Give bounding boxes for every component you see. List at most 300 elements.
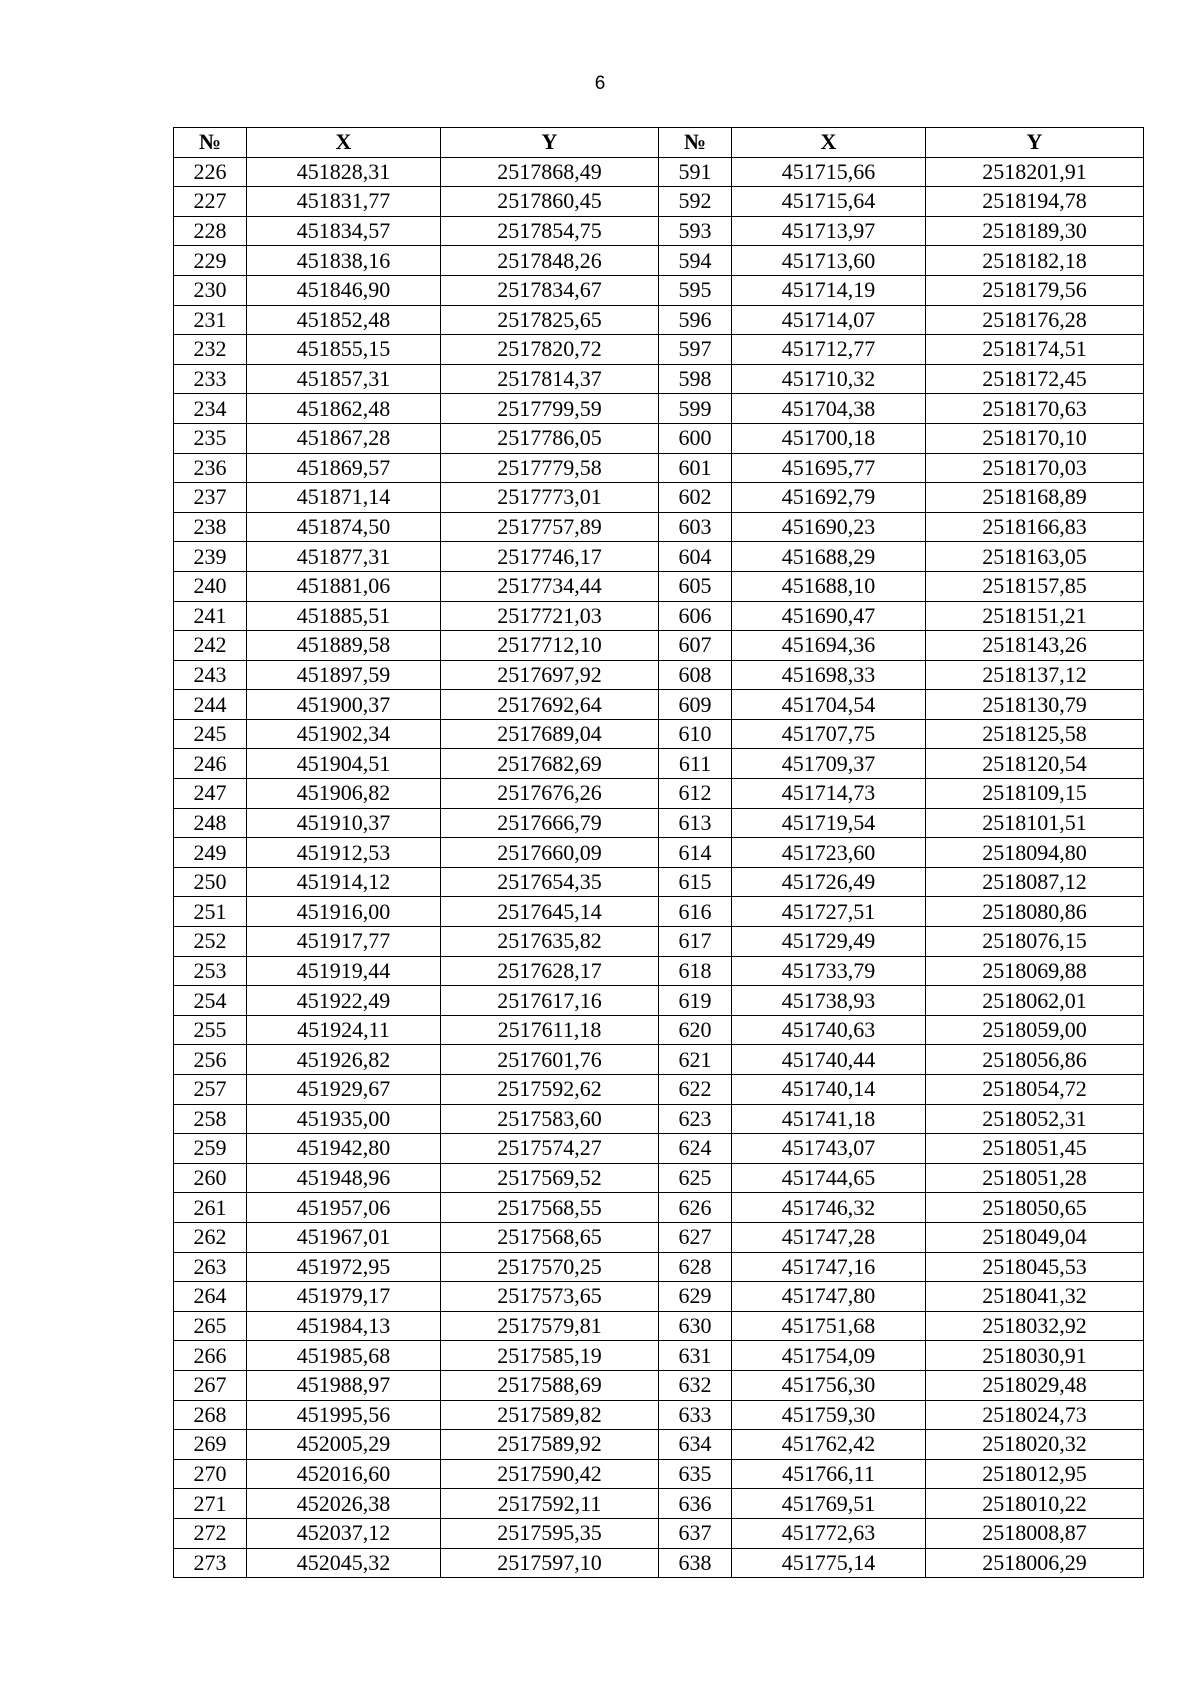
point-number-cell: 600	[659, 423, 732, 453]
point-number-cell: 628	[659, 1252, 732, 1282]
point-number-cell: 616	[659, 897, 732, 927]
table-row	[174, 394, 1144, 424]
point-number-cell: 237	[174, 483, 247, 513]
point-number-cell: 593	[659, 216, 732, 246]
point-number-cell: 633	[659, 1400, 732, 1430]
point-number-cell: 242	[174, 631, 247, 661]
point-number-cell: 627	[659, 1222, 732, 1252]
y-coordinate-cell: 2517589,82	[441, 1400, 659, 1430]
point-number-cell: 233	[174, 364, 247, 394]
point-number-cell: 261	[174, 1193, 247, 1223]
x-coordinate-cell: 451733,79	[732, 956, 926, 986]
x-coordinate-cell: 451688,10	[732, 571, 926, 601]
y-coordinate-cell: 2517868,49	[441, 157, 659, 187]
point-number-cell: 611	[659, 749, 732, 779]
x-coordinate-cell: 451935,00	[247, 1104, 441, 1134]
table-row	[174, 897, 1144, 927]
table-row	[174, 335, 1144, 365]
point-number-cell: 257	[174, 1075, 247, 1105]
y-coordinate-cell: 2518170,63	[926, 394, 1144, 424]
x-coordinate-cell: 451723,60	[732, 838, 926, 868]
table-row	[174, 1163, 1144, 1193]
x-coordinate-cell: 451942,80	[247, 1134, 441, 1164]
x-coordinate-cell: 451855,15	[247, 335, 441, 365]
point-number-cell: 247	[174, 779, 247, 809]
point-number-cell: 632	[659, 1370, 732, 1400]
point-number-cell: 253	[174, 956, 247, 986]
table-row	[174, 542, 1144, 572]
y-coordinate-cell: 2517611,18	[441, 1015, 659, 1045]
y-coordinate-cell: 2517568,55	[441, 1193, 659, 1223]
point-number-cell: 250	[174, 867, 247, 897]
x-coordinate-cell: 451740,44	[732, 1045, 926, 1075]
point-number-cell: 623	[659, 1104, 732, 1134]
point-number-cell: 599	[659, 394, 732, 424]
y-coordinate-cell: 2518006,29	[926, 1548, 1144, 1578]
y-coordinate-cell: 2518045,53	[926, 1252, 1144, 1282]
x-coordinate-cell: 451688,29	[732, 542, 926, 572]
y-coordinate-cell: 2518076,15	[926, 927, 1144, 957]
x-coordinate-cell: 451738,93	[732, 986, 926, 1016]
x-coordinate-cell: 451704,54	[732, 690, 926, 720]
point-number-cell: 610	[659, 719, 732, 749]
point-number-cell: 228	[174, 216, 247, 246]
y-coordinate-cell: 2517570,25	[441, 1252, 659, 1282]
table-row	[174, 1518, 1144, 1548]
x-coordinate-cell: 451869,57	[247, 453, 441, 483]
point-number-cell: 597	[659, 335, 732, 365]
y-coordinate-cell: 2517746,17	[441, 542, 659, 572]
point-number-cell: 614	[659, 838, 732, 868]
x-coordinate-cell: 451713,60	[732, 246, 926, 276]
y-coordinate-cell: 2518094,80	[926, 838, 1144, 868]
table-row	[174, 779, 1144, 809]
point-number-cell: 271	[174, 1489, 247, 1519]
y-coordinate-cell: 2517568,65	[441, 1222, 659, 1252]
y-coordinate-cell: 2518189,30	[926, 216, 1144, 246]
x-coordinate-cell: 451985,68	[247, 1341, 441, 1371]
point-number-cell: 230	[174, 275, 247, 305]
x-coordinate-cell: 451904,51	[247, 749, 441, 779]
y-coordinate-cell: 2517595,35	[441, 1518, 659, 1548]
x-coordinate-cell: 451897,59	[247, 660, 441, 690]
x-coordinate-cell: 451831,77	[247, 187, 441, 217]
table-row	[174, 1311, 1144, 1341]
point-number-cell: 241	[174, 601, 247, 631]
y-coordinate-cell: 2517712,10	[441, 631, 659, 661]
y-coordinate-cell: 2518125,58	[926, 719, 1144, 749]
x-coordinate-cell: 451922,49	[247, 986, 441, 1016]
x-coordinate-cell: 451902,34	[247, 719, 441, 749]
header-y-left: Y	[441, 128, 659, 158]
point-number-cell: 267	[174, 1370, 247, 1400]
point-number-cell: 608	[659, 660, 732, 690]
point-number-cell: 252	[174, 927, 247, 957]
point-number-cell: 270	[174, 1459, 247, 1489]
header-x-right: X	[732, 128, 926, 158]
point-number-cell: 265	[174, 1311, 247, 1341]
y-coordinate-cell: 2518008,87	[926, 1518, 1144, 1548]
x-coordinate-cell: 452045,32	[247, 1548, 441, 1578]
x-coordinate-cell: 451740,63	[732, 1015, 926, 1045]
point-number-cell: 635	[659, 1459, 732, 1489]
x-coordinate-cell: 451769,51	[732, 1489, 926, 1519]
table-row	[174, 1370, 1144, 1400]
point-number-cell: 624	[659, 1134, 732, 1164]
page-number: 6	[594, 73, 606, 94]
x-coordinate-cell: 451700,18	[732, 423, 926, 453]
x-coordinate-cell: 451695,77	[732, 453, 926, 483]
y-coordinate-cell: 2517697,92	[441, 660, 659, 690]
coordinates-table	[173, 127, 1144, 1578]
y-coordinate-cell: 2518041,32	[926, 1282, 1144, 1312]
point-number-cell: 596	[659, 305, 732, 335]
y-coordinate-cell: 2518182,18	[926, 246, 1144, 276]
point-number-cell: 239	[174, 542, 247, 572]
point-number-cell: 268	[174, 1400, 247, 1430]
table-row	[174, 631, 1144, 661]
point-number-cell: 255	[174, 1015, 247, 1045]
point-number-cell: 607	[659, 631, 732, 661]
y-coordinate-cell: 2517628,17	[441, 956, 659, 986]
table-body	[174, 157, 1144, 1578]
y-coordinate-cell: 2517799,59	[441, 394, 659, 424]
x-coordinate-cell: 451727,51	[732, 897, 926, 927]
y-coordinate-cell: 2518101,51	[926, 808, 1144, 838]
x-coordinate-cell: 451874,50	[247, 512, 441, 542]
y-coordinate-cell: 2518176,28	[926, 305, 1144, 335]
point-number-cell: 612	[659, 779, 732, 809]
table-row	[174, 1282, 1144, 1312]
table-row	[174, 1430, 1144, 1460]
x-coordinate-cell: 451756,30	[732, 1370, 926, 1400]
x-coordinate-cell: 451900,37	[247, 690, 441, 720]
x-coordinate-cell: 451828,31	[247, 157, 441, 187]
point-number-cell: 238	[174, 512, 247, 542]
y-coordinate-cell: 2517590,42	[441, 1459, 659, 1489]
point-number-cell: 273	[174, 1548, 247, 1578]
point-number-cell: 606	[659, 601, 732, 631]
point-number-cell: 240	[174, 571, 247, 601]
y-coordinate-cell: 2518120,54	[926, 749, 1144, 779]
y-coordinate-cell: 2517848,26	[441, 246, 659, 276]
y-coordinate-cell: 2517589,92	[441, 1430, 659, 1460]
point-number-cell: 264	[174, 1282, 247, 1312]
y-coordinate-cell: 2517734,44	[441, 571, 659, 601]
header-number-right: №	[659, 128, 732, 158]
table-row	[174, 1252, 1144, 1282]
y-coordinate-cell: 2517757,89	[441, 512, 659, 542]
point-number-cell: 631	[659, 1341, 732, 1371]
y-coordinate-cell: 2517786,05	[441, 423, 659, 453]
table-row	[174, 719, 1144, 749]
x-coordinate-cell: 451754,09	[732, 1341, 926, 1371]
point-number-cell: 618	[659, 956, 732, 986]
header-y-right: Y	[926, 128, 1144, 158]
y-coordinate-cell: 2517601,76	[441, 1045, 659, 1075]
y-coordinate-cell: 2518143,26	[926, 631, 1144, 661]
x-coordinate-cell: 451881,06	[247, 571, 441, 601]
y-coordinate-cell: 2517854,75	[441, 216, 659, 246]
point-number-cell: 245	[174, 719, 247, 749]
point-number-cell: 602	[659, 483, 732, 513]
table-row	[174, 216, 1144, 246]
table-row	[174, 867, 1144, 897]
point-number-cell: 625	[659, 1163, 732, 1193]
y-coordinate-cell: 2517569,52	[441, 1163, 659, 1193]
y-coordinate-cell: 2517617,16	[441, 986, 659, 1016]
y-coordinate-cell: 2518151,21	[926, 601, 1144, 631]
point-number-cell: 636	[659, 1489, 732, 1519]
y-coordinate-cell: 2517834,67	[441, 275, 659, 305]
point-number-cell: 622	[659, 1075, 732, 1105]
x-coordinate-cell: 451957,06	[247, 1193, 441, 1223]
x-coordinate-cell: 452026,38	[247, 1489, 441, 1519]
x-coordinate-cell: 451694,36	[732, 631, 926, 661]
y-coordinate-cell: 2517660,09	[441, 838, 659, 868]
point-number-cell: 269	[174, 1430, 247, 1460]
table-row	[174, 1489, 1144, 1519]
y-coordinate-cell: 2517635,82	[441, 927, 659, 957]
x-coordinate-cell: 451714,19	[732, 275, 926, 305]
table-row	[174, 927, 1144, 957]
point-number-cell: 605	[659, 571, 732, 601]
x-coordinate-cell: 451984,13	[247, 1311, 441, 1341]
point-number-cell: 598	[659, 364, 732, 394]
x-coordinate-cell: 451988,97	[247, 1370, 441, 1400]
y-coordinate-cell: 2518020,32	[926, 1430, 1144, 1460]
y-coordinate-cell: 2518049,04	[926, 1222, 1144, 1252]
y-coordinate-cell: 2518024,73	[926, 1400, 1144, 1430]
x-coordinate-cell: 451912,53	[247, 838, 441, 868]
point-number-cell: 263	[174, 1252, 247, 1282]
table-row	[174, 1459, 1144, 1489]
point-number-cell: 243	[174, 660, 247, 690]
table-row	[174, 512, 1144, 542]
y-coordinate-cell: 2518069,88	[926, 956, 1144, 986]
x-coordinate-cell: 451714,07	[732, 305, 926, 335]
x-coordinate-cell: 451714,73	[732, 779, 926, 809]
y-coordinate-cell: 2517860,45	[441, 187, 659, 217]
point-number-cell: 229	[174, 246, 247, 276]
point-number-cell: 592	[659, 187, 732, 217]
y-coordinate-cell: 2517579,81	[441, 1311, 659, 1341]
x-coordinate-cell: 451743,07	[732, 1134, 926, 1164]
x-coordinate-cell: 451744,65	[732, 1163, 926, 1193]
y-coordinate-cell: 2518201,91	[926, 157, 1144, 187]
y-coordinate-cell: 2518059,00	[926, 1015, 1144, 1045]
y-coordinate-cell: 2518054,72	[926, 1075, 1144, 1105]
x-coordinate-cell: 451889,58	[247, 631, 441, 661]
point-number-cell: 256	[174, 1045, 247, 1075]
x-coordinate-cell: 451852,48	[247, 305, 441, 335]
y-coordinate-cell: 2518170,03	[926, 453, 1144, 483]
y-coordinate-cell: 2518062,01	[926, 986, 1144, 1016]
y-coordinate-cell: 2518032,92	[926, 1311, 1144, 1341]
x-coordinate-cell: 451916,00	[247, 897, 441, 927]
point-number-cell: 637	[659, 1518, 732, 1548]
x-coordinate-cell: 451838,16	[247, 246, 441, 276]
point-number-cell: 260	[174, 1163, 247, 1193]
x-coordinate-cell: 451772,63	[732, 1518, 926, 1548]
table-row	[174, 601, 1144, 631]
table-row	[174, 1134, 1144, 1164]
point-number-cell: 604	[659, 542, 732, 572]
table-row	[174, 453, 1144, 483]
y-coordinate-cell: 2518010,22	[926, 1489, 1144, 1519]
y-coordinate-cell: 2517825,65	[441, 305, 659, 335]
x-coordinate-cell: 451919,44	[247, 956, 441, 986]
table-row	[174, 1222, 1144, 1252]
x-coordinate-cell: 451862,48	[247, 394, 441, 424]
x-coordinate-cell: 451762,42	[732, 1430, 926, 1460]
point-number-cell: 630	[659, 1311, 732, 1341]
y-coordinate-cell: 2518163,05	[926, 542, 1144, 572]
y-coordinate-cell: 2517721,03	[441, 601, 659, 631]
table-row	[174, 1075, 1144, 1105]
x-coordinate-cell: 451715,66	[732, 157, 926, 187]
x-coordinate-cell: 451747,16	[732, 1252, 926, 1282]
table-row	[174, 157, 1144, 187]
y-coordinate-cell: 2518172,45	[926, 364, 1144, 394]
x-coordinate-cell: 451698,33	[732, 660, 926, 690]
y-coordinate-cell: 2518050,65	[926, 1193, 1144, 1223]
x-coordinate-cell: 452005,29	[247, 1430, 441, 1460]
x-coordinate-cell: 451710,32	[732, 364, 926, 394]
x-coordinate-cell: 451972,95	[247, 1252, 441, 1282]
y-coordinate-cell: 2518170,10	[926, 423, 1144, 453]
y-coordinate-cell: 2517773,01	[441, 483, 659, 513]
x-coordinate-cell: 451871,14	[247, 483, 441, 513]
table-row	[174, 275, 1144, 305]
table-row	[174, 749, 1144, 779]
x-coordinate-cell: 451775,14	[732, 1548, 926, 1578]
x-coordinate-cell: 451877,31	[247, 542, 441, 572]
x-coordinate-cell: 452016,60	[247, 1459, 441, 1489]
y-coordinate-cell: 2517666,79	[441, 808, 659, 838]
y-coordinate-cell: 2517583,60	[441, 1104, 659, 1134]
point-number-cell: 259	[174, 1134, 247, 1164]
point-number-cell: 246	[174, 749, 247, 779]
table-row	[174, 423, 1144, 453]
y-coordinate-cell: 2518051,28	[926, 1163, 1144, 1193]
x-coordinate-cell: 451747,28	[732, 1222, 926, 1252]
y-coordinate-cell: 2518029,48	[926, 1370, 1144, 1400]
y-coordinate-cell: 2518109,15	[926, 779, 1144, 809]
x-coordinate-cell: 451846,90	[247, 275, 441, 305]
table-row	[174, 1193, 1144, 1223]
header-x-left: X	[247, 128, 441, 158]
y-coordinate-cell: 2518087,12	[926, 867, 1144, 897]
point-number-cell: 244	[174, 690, 247, 720]
point-number-cell: 617	[659, 927, 732, 957]
point-number-cell: 595	[659, 275, 732, 305]
table-row	[174, 838, 1144, 868]
x-coordinate-cell: 451759,30	[732, 1400, 926, 1430]
point-number-cell: 254	[174, 986, 247, 1016]
table-row	[174, 1548, 1144, 1578]
y-coordinate-cell: 2518137,12	[926, 660, 1144, 690]
y-coordinate-cell: 2518052,31	[926, 1104, 1144, 1134]
x-coordinate-cell: 451704,38	[732, 394, 926, 424]
table-row	[174, 483, 1144, 513]
y-coordinate-cell: 2517820,72	[441, 335, 659, 365]
table-row	[174, 986, 1144, 1016]
table-row	[174, 571, 1144, 601]
x-coordinate-cell: 451751,68	[732, 1311, 926, 1341]
point-number-cell: 629	[659, 1282, 732, 1312]
point-number-cell: 226	[174, 157, 247, 187]
point-number-cell: 236	[174, 453, 247, 483]
table-row	[174, 1400, 1144, 1430]
x-coordinate-cell: 451707,75	[732, 719, 926, 749]
y-coordinate-cell: 2517588,69	[441, 1370, 659, 1400]
y-coordinate-cell: 2517814,37	[441, 364, 659, 394]
y-coordinate-cell: 2517676,26	[441, 779, 659, 809]
x-coordinate-cell: 451740,14	[732, 1075, 926, 1105]
table-row	[174, 956, 1144, 986]
x-coordinate-cell: 451766,11	[732, 1459, 926, 1489]
y-coordinate-cell: 2517682,69	[441, 749, 659, 779]
point-number-cell: 227	[174, 187, 247, 217]
x-coordinate-cell: 451746,32	[732, 1193, 926, 1223]
point-number-cell: 626	[659, 1193, 732, 1223]
y-coordinate-cell: 2518012,95	[926, 1459, 1144, 1489]
point-number-cell: 613	[659, 808, 732, 838]
y-coordinate-cell: 2517592,11	[441, 1489, 659, 1519]
table-header-row	[174, 128, 1144, 158]
point-number-cell: 609	[659, 690, 732, 720]
point-number-cell: 601	[659, 453, 732, 483]
header-number-left: №	[174, 128, 247, 158]
point-number-cell: 231	[174, 305, 247, 335]
x-coordinate-cell: 451917,77	[247, 927, 441, 957]
y-coordinate-cell: 2518080,86	[926, 897, 1144, 927]
y-coordinate-cell: 2518168,89	[926, 483, 1144, 513]
x-coordinate-cell: 451726,49	[732, 867, 926, 897]
y-coordinate-cell: 2517689,04	[441, 719, 659, 749]
x-coordinate-cell: 451747,80	[732, 1282, 926, 1312]
y-coordinate-cell: 2518157,85	[926, 571, 1144, 601]
table-row	[174, 187, 1144, 217]
y-coordinate-cell: 2517597,10	[441, 1548, 659, 1578]
point-number-cell: 235	[174, 423, 247, 453]
table-row	[174, 1341, 1144, 1371]
x-coordinate-cell: 451741,18	[732, 1104, 926, 1134]
x-coordinate-cell: 451910,37	[247, 808, 441, 838]
y-coordinate-cell: 2518056,86	[926, 1045, 1144, 1075]
point-number-cell: 248	[174, 808, 247, 838]
y-coordinate-cell: 2518030,91	[926, 1341, 1144, 1371]
x-coordinate-cell: 451995,56	[247, 1400, 441, 1430]
x-coordinate-cell: 451729,49	[732, 927, 926, 957]
point-number-cell: 620	[659, 1015, 732, 1045]
point-number-cell: 266	[174, 1341, 247, 1371]
table-row	[174, 364, 1144, 394]
y-coordinate-cell: 2517573,65	[441, 1282, 659, 1312]
table-row	[174, 1015, 1144, 1045]
point-number-cell: 603	[659, 512, 732, 542]
x-coordinate-cell: 451857,31	[247, 364, 441, 394]
point-number-cell: 262	[174, 1222, 247, 1252]
x-coordinate-cell: 451948,96	[247, 1163, 441, 1193]
y-coordinate-cell: 2518166,83	[926, 512, 1144, 542]
point-number-cell: 634	[659, 1430, 732, 1460]
point-number-cell: 272	[174, 1518, 247, 1548]
y-coordinate-cell: 2517585,19	[441, 1341, 659, 1371]
y-coordinate-cell: 2518130,79	[926, 690, 1144, 720]
x-coordinate-cell: 451690,47	[732, 601, 926, 631]
